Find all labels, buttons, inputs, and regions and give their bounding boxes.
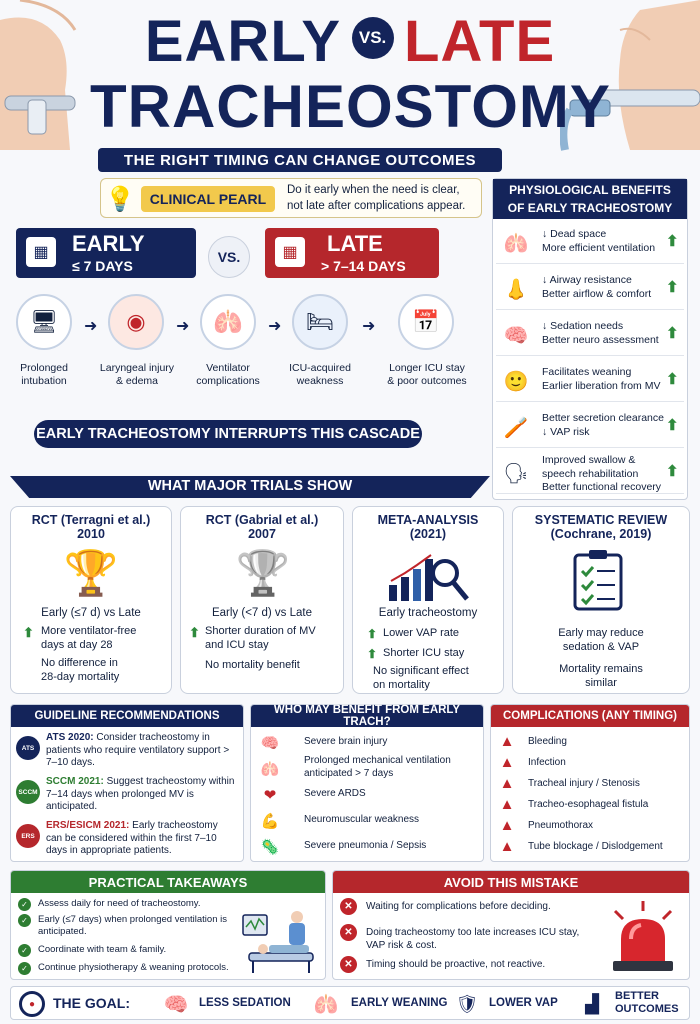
trial-note-line-1: No significant effect (373, 665, 469, 677)
warning-triangle-icon: ▲ (499, 775, 515, 792)
cascade-banner: EARLY TRACHEOSTOMY INTERRUPTS THIS CASCADE (34, 420, 422, 448)
cascade-step-3 (188, 362, 268, 388)
arrow-up-icon: ⬆ (666, 279, 679, 296)
who-benefit-line-1: Severe brain injury (304, 736, 388, 747)
guideline-lead: SCCM 2021: (46, 776, 104, 787)
arrow-up-icon: ⬆ (367, 627, 378, 641)
complication-row (498, 837, 686, 857)
cascade-step-4 (280, 362, 360, 388)
arrow-up-icon: ⬆ (666, 325, 679, 342)
takeaway-text (38, 898, 250, 910)
trial-benefit (513, 627, 689, 655)
who-benefit-text (304, 814, 476, 827)
cascade-step-1-line-1: Prolonged (20, 362, 68, 374)
takeaways-header: PRACTICAL TAKEAWAYS (11, 871, 325, 893)
guideline-body: Early tracheostomy can be considered within the first 7–10 days in appropriate patients. (46, 820, 218, 856)
warning-triangle-icon: ▲ (499, 817, 515, 834)
late-box (265, 228, 439, 278)
who-benefit-text (304, 736, 476, 749)
benefit-text (542, 412, 666, 439)
mistake-line-1: Doing tracheostomy too late increases ICU stay, (366, 927, 580, 938)
benefit-line-1: ↓ Dead space (542, 228, 607, 240)
brain-icon: 🧠 (260, 735, 280, 752)
takeaway-text (38, 944, 250, 956)
trial-benefit-1: Lower VAP rate (383, 627, 460, 639)
trial-note (513, 663, 689, 691)
guideline-text (46, 776, 236, 814)
x-icon: ✕ (340, 956, 357, 973)
trial-note (373, 665, 501, 693)
arrow-up-icon: ⬆ (666, 417, 679, 434)
trial-title-line-2: (2021) (409, 527, 447, 541)
main-title (105, 8, 595, 75)
mistake-text (366, 900, 602, 913)
goal-item-2: EARLY WEANING (351, 997, 448, 1009)
who-benefit-line-1: Severe pneumonia / Sepsis (304, 840, 427, 851)
trial-title-line-2: 2010 (77, 527, 105, 541)
lightbulb-icon: 💡 (105, 185, 135, 213)
target-icon: ● (19, 991, 45, 1017)
check-icon: ✓ (18, 944, 31, 957)
clinical-pearl-box (100, 178, 482, 218)
guideline-body: Consider tracheostomy in patients who require ventilatory support > 7–10 days. (46, 732, 230, 768)
who-benefit-line-1: Severe ARDS (304, 788, 366, 799)
larynx-icon: ◉ (108, 294, 164, 350)
benefit-line-2: Better neuro assessment (542, 333, 659, 346)
benefit-row (496, 452, 684, 494)
benefit-line-2: Better airflow & comfort (542, 287, 652, 300)
suction-icon: 🪥 (503, 416, 529, 439)
mistake-line-1: Waiting for complications before deciding. (366, 901, 551, 912)
clipboard-checklist-icon (571, 549, 627, 611)
cascade-step-3-line-2: complications (196, 375, 260, 388)
complication-text: Pneumothorax (528, 820, 594, 831)
who-benefit-row (258, 756, 478, 782)
complication-text: Bleeding (528, 736, 567, 747)
complication-row (498, 795, 686, 815)
heart-icon: ❤ (263, 787, 277, 804)
late-box-sub: > 7–14 DAYS (321, 258, 406, 274)
takeaway-text (38, 914, 250, 939)
bar-chart-magnifier-icon (387, 551, 471, 605)
takeaway-line-1: Continue physiotherapy & weaning protocols. (38, 962, 229, 973)
complication-text: Tracheal injury / Stenosis (528, 778, 640, 789)
complication-text: Tube blockage / Dislodgement (528, 841, 663, 852)
takeaway-line-1: Assess daily for need of tracheostomy. (38, 898, 201, 909)
takeaway-line-2: anticipated. (38, 926, 87, 938)
trial-note-line-2: 28-day mortality (41, 670, 120, 683)
benefit-line-1: Improved swallow & (542, 454, 636, 466)
who-benefit-text (304, 788, 476, 801)
trial-benefit-line-2: days at day 28 (41, 638, 113, 651)
trial-note-line-2: on mortality (373, 678, 430, 691)
benefit-line-1: ↓ Sedation needs (542, 320, 624, 332)
muscle-icon: 💪 (260, 813, 280, 830)
warning-triangle-icon: ▲ (499, 838, 515, 855)
who-benefit-row (258, 808, 478, 834)
complication-row (498, 753, 686, 773)
society-badge-icon: ERS (16, 824, 40, 848)
trial-benefit-line-1: Early may reduce (558, 627, 644, 639)
arrow-up-icon: ⬆ (23, 625, 34, 640)
airway-icon: 👃 (503, 278, 529, 301)
trial-title-line-1: META-ANALYSIS (377, 513, 479, 527)
cascade-step-1 (4, 362, 84, 388)
trial-note (205, 659, 341, 673)
check-icon: ✓ (18, 962, 31, 975)
benefit-text (542, 454, 666, 495)
who-benefit-text (304, 840, 476, 853)
goal-item-3: LOWER VAP (489, 997, 558, 1009)
cascade-flow (0, 292, 490, 402)
vs-badge: VS. (208, 236, 250, 278)
trial-card-gabrial (180, 506, 344, 694)
title-late: LATE (404, 9, 556, 74)
complications-header: COMPLICATIONS (ANY TIMING) (491, 705, 689, 727)
goal-item-4-line-2: OUTCOMES (615, 1003, 679, 1015)
benefit-text (542, 320, 666, 347)
complication-row (498, 732, 686, 752)
calendar-icon: ▦ (275, 237, 305, 267)
mistake-line-1: Timing should be proactive, not reactive. (366, 959, 546, 970)
complication-text: Infection (528, 757, 566, 768)
cascade-step-4-line-2: weakness (296, 375, 344, 388)
trial-benefit-line-1: Shorter duration of MV (205, 625, 316, 637)
check-icon: ✓ (18, 898, 31, 911)
benefit-text (542, 366, 666, 393)
benefit-line-2: ↓ VAP risk (542, 425, 590, 438)
brain-head-icon: 🧠 (503, 324, 529, 347)
face-icon: 🙂 (503, 370, 529, 393)
trial-card-meta-analysis (352, 506, 504, 694)
cascade-step-5-line-1: Longer ICU stay (389, 362, 465, 374)
benefit-line-1: Better secretion clearance (542, 412, 664, 424)
mistake-text (366, 958, 602, 971)
arrow-right-icon: ➜ (176, 318, 190, 335)
benefit-line-2: More efficient ventilation (542, 241, 656, 254)
who-benefits-header: WHO MAY BENEFIT FROM EARLY TRACH? (251, 705, 483, 727)
society-badge-icon: ATS (16, 736, 40, 760)
goal-item-1: LESS SEDATION (199, 997, 291, 1009)
icu-bed-illustration (239, 903, 323, 977)
x-icon: ✕ (340, 924, 357, 941)
trial-title-line-1: SYSTEMATIC REVIEW (534, 513, 668, 527)
lungs-icon: 🫁 (200, 294, 256, 350)
title-tracheostomy: TRACHEOSTOMY (90, 73, 611, 140)
lungs-icon: 🫁 (313, 993, 339, 1016)
benefit-row (496, 360, 684, 402)
guideline-text (46, 732, 236, 770)
clinical-pearl-label: CLINICAL PEARL (141, 186, 275, 212)
benefits-title (493, 179, 687, 219)
warning-triangle-icon: ▲ (499, 754, 515, 771)
late-box-title: LATE (327, 231, 383, 256)
benefit-row (496, 222, 684, 264)
mistake-text (366, 926, 602, 952)
goal-bar (10, 986, 690, 1020)
title-early: EARLY (144, 9, 342, 74)
stairs-climb-icon: ▟ (585, 993, 599, 1014)
benefit-line-1: ↓ Airway resistance (542, 274, 632, 286)
early-box-sub: ≤ 7 DAYS (72, 258, 133, 274)
trial-comparison: Early (≤7 d) vs Late (41, 607, 141, 619)
arrow-right-icon: ➜ (84, 318, 98, 335)
who-benefit-text (304, 755, 476, 780)
clinical-pearl-line-2: not late after complications appear. (287, 199, 466, 212)
arrow-right-icon: ➜ (362, 318, 376, 335)
cascade-step-2-line-1: Laryngeal injury (99, 362, 175, 374)
guideline-lead: ERS/ESICM 2021: (46, 820, 130, 831)
warning-triangle-icon: ▲ (499, 733, 515, 750)
arrow-up-icon: ⬆ (666, 371, 679, 388)
clinical-pearl-line-1: Do it early when the need is clear, (287, 184, 460, 196)
lungs-icon: 🫁 (260, 761, 280, 778)
trial-comparison: Early tracheostomy (378, 607, 478, 619)
early-box (16, 228, 196, 278)
arrow-up-icon: ⬆ (666, 233, 679, 250)
trials-header: WHAT MAJOR TRIALS SHOW (147, 478, 353, 494)
guideline-row (16, 776, 240, 818)
takeaway-line-1: Early (≤7 days) when prolonged ventilation is (38, 914, 227, 925)
goal-item-4 (615, 990, 679, 1016)
complication-row (498, 774, 686, 794)
benefits-title-line-2: OF EARLY TRACHEOSTOMY (507, 201, 673, 215)
lungs-icon: 🫁 (503, 232, 529, 255)
benefit-line-3: Better functional recovery (542, 481, 662, 494)
trial-card-cochrane (512, 506, 690, 694)
cascade-step-2-line-2: & edema (115, 375, 159, 388)
cascade-step-4-line-1: ICU-acquired (289, 362, 351, 374)
cascade-step-5-line-2: & poor outcomes (387, 375, 467, 388)
trial-benefit-line-1: More ventilator-free (41, 625, 137, 637)
trial-title (353, 513, 503, 541)
takeaway-text (38, 962, 250, 974)
trial-title-line-2: 2007 (248, 527, 276, 541)
trial-title (181, 513, 343, 541)
trial-title-line-1: RCT (Gabrial et al.) (205, 513, 319, 527)
trial-comparison: Early (<7 d) vs Late (211, 607, 313, 619)
benefit-text (542, 274, 666, 301)
guideline-lead: ATS 2020: (46, 732, 94, 743)
clinical-pearl-text (287, 183, 479, 214)
guideline-row (16, 820, 240, 862)
who-benefit-line-1: Neuromuscular weakness (304, 814, 420, 825)
arrow-up-icon: ⬆ (189, 625, 200, 640)
arrow-right-icon: ➜ (268, 318, 282, 335)
benefit-row (496, 314, 684, 356)
trial-benefit (41, 625, 167, 653)
warning-triangle-icon: ▲ (499, 796, 515, 813)
trial-benefit-line-2: sedation & VAP (562, 640, 640, 653)
benefit-line-1: Facilitates weaning (542, 366, 632, 378)
mistake-line-2: VAP risk & cost. (366, 940, 437, 951)
trial-benefit (205, 625, 341, 653)
brain-icon: 🧠 (163, 993, 189, 1016)
goal-item-4-line-1: BETTER (615, 990, 659, 1002)
benefit-line-2: speech rehabilitation (542, 467, 639, 480)
subtitle-banner: THE RIGHT TIMING CAN CHANGE OUTCOMES (98, 148, 502, 172)
benefit-row (496, 406, 684, 448)
shield-icon: 🛡 (455, 993, 479, 1014)
guideline-body: Suggest tracheostomy within 7–14 days when prolonged MV is anticipated. (46, 776, 235, 812)
trial-note-line-1: No mortality benefit (205, 659, 300, 671)
takeaway-line-1: Coordinate with team & family. (38, 944, 167, 955)
ventilator-icon: 🖥 (16, 294, 72, 350)
gold-trophy-icon: 🏆 (63, 549, 119, 598)
trial-note-line-1: Mortality remains (559, 663, 643, 675)
benefits-title-line-1: PHYSIOLOGICAL BENEFITS (509, 183, 671, 197)
calendar-bed-icon: 📅 (398, 294, 454, 350)
complication-row (498, 816, 686, 836)
trial-benefit-2: Shorter ICU stay (383, 647, 465, 659)
mistake-header: AVOID THIS MISTAKE (333, 871, 689, 893)
trial-title (513, 513, 689, 541)
who-benefit-row (258, 782, 478, 808)
x-icon: ✕ (340, 898, 357, 915)
arrow-up-icon: ⬆ (367, 647, 378, 661)
trial-title-line-2: (Cochrane, 2019) (550, 527, 652, 541)
who-benefit-line-1: Prolonged mechanical ventilation (304, 755, 451, 766)
silver-trophy-icon: 🏆 (235, 549, 291, 598)
calendar-icon: ▦ (26, 237, 56, 267)
check-icon: ✓ (18, 914, 31, 927)
cascade-step-2 (92, 362, 182, 388)
trial-title (11, 513, 171, 541)
trial-note (41, 657, 167, 685)
who-benefit-row (258, 730, 478, 756)
trial-benefit-line-2: and ICU stay (205, 638, 269, 651)
cascade-step-3-line-1: Ventilator (206, 362, 250, 374)
cascade-step-1-line-2: intubation (21, 375, 67, 388)
patient-bed-icon: 🛏 (292, 294, 348, 350)
trial-card-terragni (10, 506, 172, 694)
early-box-title: EARLY (72, 231, 145, 256)
benefit-text (542, 228, 666, 255)
trial-note-line-1: No difference in (41, 657, 118, 669)
benefit-row (496, 268, 684, 310)
goal-label: THE GOAL: (53, 995, 130, 1011)
benefit-line-2: Earlier liberation from MV (542, 379, 661, 392)
who-benefit-row (258, 834, 478, 860)
alarm-siren-icon (601, 899, 685, 977)
guidelines-header: GUIDELINE RECOMMENDATIONS (11, 705, 243, 727)
trial-note-line-2: similar (585, 676, 617, 689)
arrow-up-icon: ⬆ (666, 463, 679, 480)
trial-title-line-1: RCT (Terragni et al.) (31, 513, 151, 527)
guideline-row (16, 732, 240, 774)
who-benefit-line-2: anticipated > 7 days (304, 767, 394, 779)
virus-icon: 🦠 (260, 839, 280, 856)
complication-text: Tracheo-esophageal fistula (528, 799, 649, 810)
cascade-step-5 (380, 362, 474, 388)
speech-icon: 🗣 (503, 462, 529, 485)
title-vs-badge: VS. (352, 17, 394, 59)
guideline-text (46, 820, 236, 858)
society-badge-icon: SCCM (16, 780, 40, 804)
